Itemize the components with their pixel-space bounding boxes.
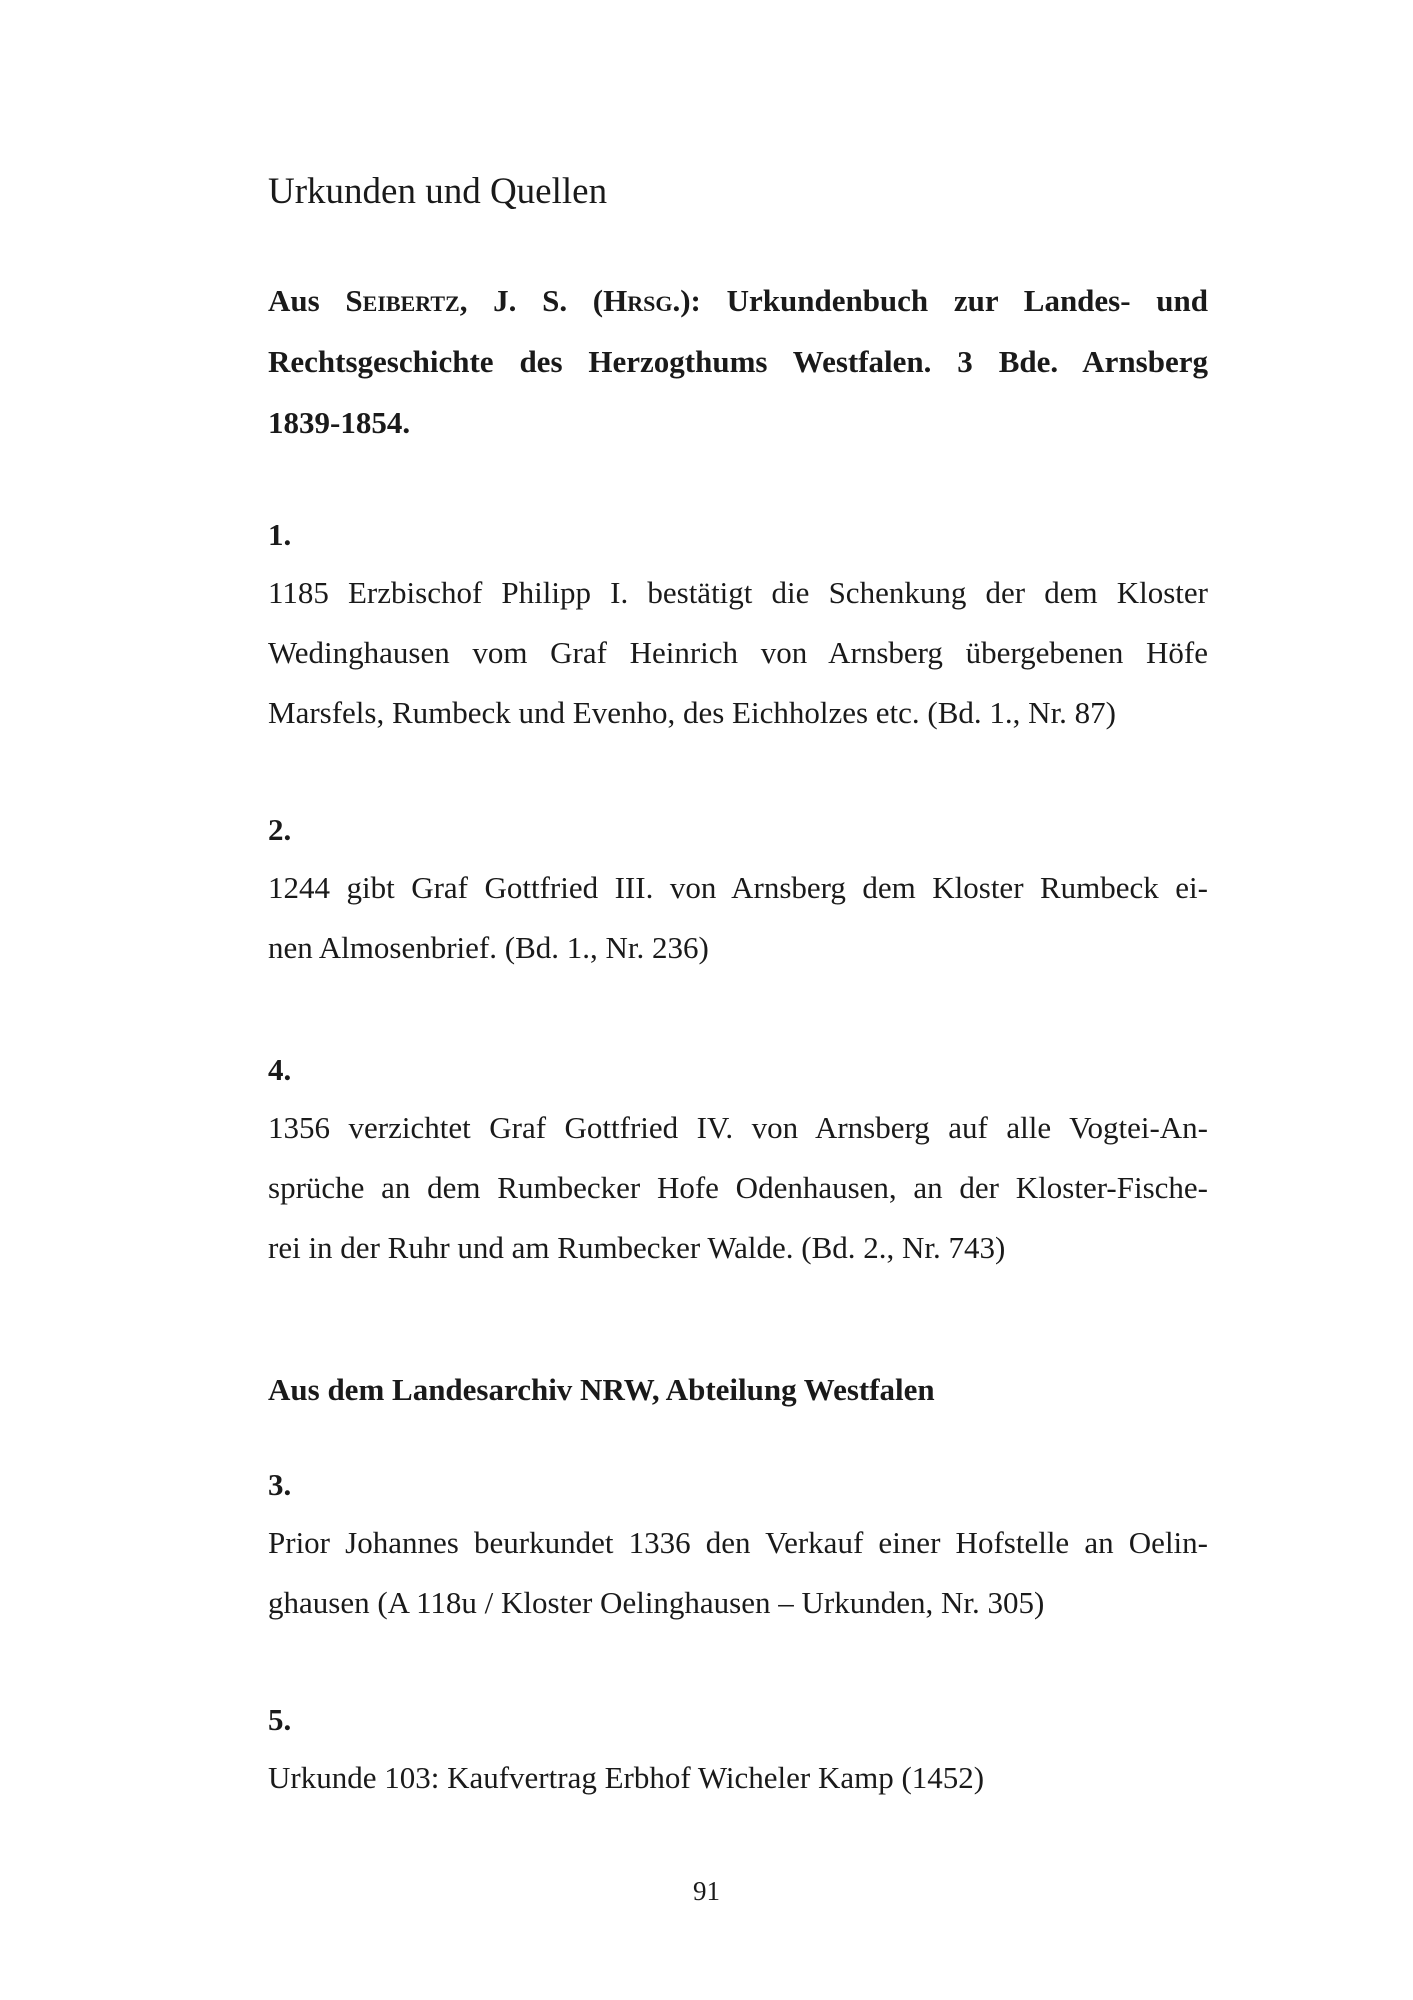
entry-text <box>268 575 1208 755</box>
entry-line: nen Almosenbrief. (Bd. 1., Nr. 236) <box>268 930 709 965</box>
citation-line: Rechtsgeschichte des Herzogthums Westfalen. 3 Bde. Arnsberg <box>268 344 1208 379</box>
citation-line: Aus Seibertz, J. S. (Hrsg.): Urkundenbuch zur Landes- und <box>268 283 1208 318</box>
entry-line: Urkunde 103: Kaufvertrag Erbhof Wicheler Kamp (1452) <box>268 1760 985 1795</box>
citation-line: 1839-1854. <box>268 405 411 440</box>
entry-line: rei in der Ruhr und am Rumbecker Walde. (Bd. 2., Nr. 743) <box>268 1230 1006 1265</box>
entry-number: 4. <box>268 1052 292 1087</box>
entry-line: Wedinghausen vom Graf Heinrich von Arnsberg übergebenen Höfe <box>268 635 1208 670</box>
entry-line: 1185 Erzbischof Philipp I. bestätigt die Schenkung der dem Kloster <box>268 575 1208 610</box>
entry-text <box>268 1110 1208 1290</box>
entry-text <box>268 1760 1208 1820</box>
entry-line: Prior Johannes beurkundet 1336 den Verkauf einer Hofstelle an Oelin- <box>268 1525 1208 1560</box>
editor-abbrev: Hrsg. <box>603 283 681 318</box>
entry-line: 1356 verzichtet Graf Gottfried IV. von Arnsberg auf alle Vogtei-An- <box>268 1110 1208 1145</box>
entry-number: 2. <box>268 812 292 847</box>
entry-line: Marsfels, Rumbeck und Evenho, des Eichholzes etc. (Bd. 1., Nr. 87) <box>268 695 1117 730</box>
source-heading-landesarchiv: Aus dem Landesarchiv NRW, Abteilung Westfalen <box>268 1372 935 1407</box>
entry-number: 3. <box>268 1467 292 1502</box>
entry-number: 1. <box>268 517 292 552</box>
page-number: 91 <box>693 1876 720 1906</box>
entry-line: sprüche an dem Rumbecker Hofe Odenhausen, an der Kloster-Fische- <box>268 1170 1208 1205</box>
source-citation-seibertz <box>268 283 1208 466</box>
entry-text <box>268 870 1208 990</box>
author-name: Seibertz <box>345 283 460 318</box>
entry-text <box>268 1525 1208 1645</box>
entry-number: 5. <box>268 1702 292 1737</box>
page-heading: Urkunden und Quellen <box>268 171 608 212</box>
entry-line: ghausen (A 118u / Kloster Oelinghausen – Urkunden, Nr. 305) <box>268 1585 1045 1620</box>
entry-line: 1244 gibt Graf Gottfried III. von Arnsberg dem Kloster Rumbeck ei- <box>268 870 1208 905</box>
